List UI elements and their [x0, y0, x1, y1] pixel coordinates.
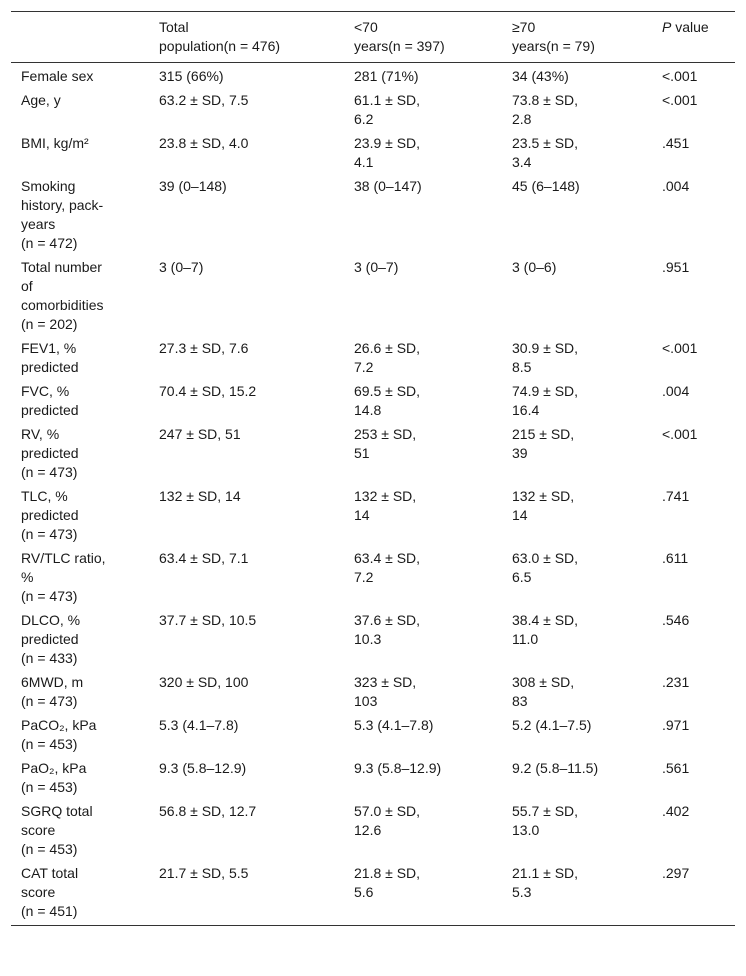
cell-line: 14 — [354, 507, 370, 523]
cell-line: (n = 433) — [21, 650, 78, 666]
cell-total-population — [149, 133, 344, 176]
cell-line: predicted — [21, 359, 79, 375]
table-row — [11, 133, 735, 176]
cell-under-70 — [344, 90, 502, 133]
cell-variable — [11, 257, 149, 338]
cell-line: 16.4 — [512, 402, 540, 418]
cell-under-70 — [344, 338, 502, 381]
cell-under-70 — [344, 257, 502, 338]
cell-line: 69.5 ± SD, — [354, 383, 421, 399]
cell-total-population — [149, 863, 344, 926]
cell-line: 9.3 (5.8–12.9) — [354, 760, 442, 776]
cell-line: 247 ± SD, 51 — [159, 426, 241, 442]
cell-70-and-over — [502, 758, 652, 801]
cell-line: 74.9 ± SD, — [512, 383, 579, 399]
cell-total-population — [149, 486, 344, 548]
table-row — [11, 486, 735, 548]
header-under-70 — [344, 12, 502, 63]
cell-line: 21.1 ± SD, — [512, 865, 579, 881]
table-row — [11, 672, 735, 715]
cell-70-and-over — [502, 715, 652, 758]
cell-under-70 — [344, 610, 502, 672]
cell-line: 45 (6–148) — [512, 178, 580, 194]
cell-line: 5.2 (4.1–7.5) — [512, 717, 592, 733]
cell-line: 63.4 ± SD, — [354, 550, 421, 566]
header-p-rest: value — [671, 19, 709, 35]
cell-70-and-over — [502, 486, 652, 548]
cell-line: 39 — [512, 445, 528, 461]
cell-line: RV/TLC ratio, — [21, 550, 106, 566]
cell-line: 13.0 — [512, 822, 540, 838]
cell-total-population — [149, 715, 344, 758]
cell-line: 56.8 ± SD, 12.7 — [159, 803, 257, 819]
cell-line: 132 ± SD, 14 — [159, 488, 241, 504]
cell-line: % — [21, 569, 34, 585]
cell-line: 12.6 — [354, 822, 382, 838]
header-line: years(n = 79) — [512, 38, 595, 54]
cell-line: FVC, % — [21, 383, 70, 399]
cell-line: CAT total — [21, 865, 79, 881]
cell-line: (n = 453) — [21, 736, 78, 752]
header-line: <70 — [354, 19, 378, 35]
table-row — [11, 758, 735, 801]
cell-line: (n = 202) — [21, 316, 78, 332]
cell-line: 308 ± SD, — [512, 674, 575, 690]
cell-line: 57.0 ± SD, — [354, 803, 421, 819]
table-row — [11, 610, 735, 672]
cell-line: 61.1 ± SD, — [354, 92, 421, 108]
cell-line: 34 (43%) — [512, 68, 569, 84]
cell-line: 315 (66%) — [159, 68, 224, 84]
cell-line: 51 — [354, 445, 370, 461]
cell-line: 7.2 — [354, 359, 374, 375]
cell-line: 132 ± SD, — [354, 488, 417, 504]
cell-line: (n = 472) — [21, 235, 78, 251]
cell-under-70 — [344, 801, 502, 863]
cell-70-and-over — [502, 424, 652, 486]
cell-line: 3 (0–6) — [512, 259, 557, 275]
cell-p-value: .951 — [662, 259, 690, 275]
cell-line: 27.3 ± SD, 7.6 — [159, 340, 249, 356]
cell-line: 37.7 ± SD, 10.5 — [159, 612, 257, 628]
table-row — [11, 381, 735, 424]
cell-total-population — [149, 801, 344, 863]
cell-line: Smoking — [21, 178, 76, 194]
cell-total-population — [149, 672, 344, 715]
cell-line: 5.3 — [512, 884, 532, 900]
cell-p-value: .004 — [662, 178, 690, 194]
cell-line: DLCO, % — [21, 612, 81, 628]
table-body — [11, 63, 735, 926]
cell-line: 21.8 ± SD, — [354, 865, 421, 881]
cell-70-and-over — [502, 133, 652, 176]
cell-under-70 — [344, 176, 502, 257]
cell-line: 132 ± SD, — [512, 488, 575, 504]
cell-line: Female sex — [21, 68, 94, 84]
cell-variable — [11, 758, 149, 801]
cell-line: predicted — [21, 631, 79, 647]
table-row — [11, 424, 735, 486]
cell-under-70 — [344, 758, 502, 801]
cell-under-70 — [344, 548, 502, 610]
cell-70-and-over — [502, 863, 652, 926]
cell-line: 26.6 ± SD, — [354, 340, 421, 356]
cell-variable — [11, 801, 149, 863]
cell-variable — [11, 715, 149, 758]
header-p-value — [652, 12, 735, 63]
cell-variable — [11, 548, 149, 610]
cell-variable — [11, 863, 149, 926]
cell-line: predicted — [21, 507, 79, 523]
cell-line: 83 — [512, 693, 528, 709]
table-row — [11, 63, 735, 91]
cell-line: 23.9 ± SD, — [354, 135, 421, 151]
cell-line: RV, % — [21, 426, 60, 442]
cell-line: Total number — [21, 259, 102, 275]
cell-under-70 — [344, 424, 502, 486]
cell-variable — [11, 90, 149, 133]
table-row — [11, 90, 735, 133]
cell-line: 320 ± SD, 100 — [159, 674, 249, 690]
cell-line: 23.8 ± SD, 4.0 — [159, 135, 249, 151]
cell-line: (n = 473) — [21, 526, 78, 542]
cell-p-value: <.001 — [662, 340, 698, 356]
cell-line: 323 ± SD, — [354, 674, 417, 690]
cell-line: 6.2 — [354, 111, 374, 127]
cell-line: 11.0 — [512, 631, 539, 647]
cell-line: Age, y — [21, 92, 61, 108]
table-row — [11, 338, 735, 381]
cell-70-and-over — [502, 610, 652, 672]
cell-p-value: .546 — [662, 612, 690, 628]
cell-p-value: .402 — [662, 803, 690, 819]
cell-line: 63.4 ± SD, 7.1 — [159, 550, 249, 566]
cell-line: 14 — [512, 507, 528, 523]
cell-line: 6MWD, m — [21, 674, 84, 690]
cell-variable — [11, 672, 149, 715]
cell-line: 215 ± SD, — [512, 426, 575, 442]
header-line: years(n = 397) — [354, 38, 445, 54]
cell-under-70 — [344, 672, 502, 715]
header-70-and-over — [502, 12, 652, 63]
cell-line: 63.2 ± SD, 7.5 — [159, 92, 249, 108]
header-line: population(n = 476) — [159, 38, 281, 54]
baseline-characteristics-table — [11, 11, 735, 926]
table-row — [11, 715, 735, 758]
cell-line: comorbidities — [21, 297, 104, 313]
cell-variable — [11, 176, 149, 257]
cell-variable — [11, 63, 149, 91]
cell-line: 6.5 — [512, 569, 532, 585]
cell-p-value: .561 — [662, 760, 690, 776]
table-row — [11, 548, 735, 610]
cell-line: 37.6 ± SD, — [354, 612, 421, 628]
cell-line: 14.8 — [354, 402, 382, 418]
cell-line: 2.8 — [512, 111, 532, 127]
cell-line: 9.3 (5.8–12.9) — [159, 760, 247, 776]
cell-total-population — [149, 381, 344, 424]
cell-under-70 — [344, 486, 502, 548]
cell-line: 21.7 ± SD, 5.5 — [159, 865, 249, 881]
cell-under-70 — [344, 863, 502, 926]
cell-line: of — [21, 278, 33, 294]
table-row — [11, 801, 735, 863]
header-p-italic: P — [662, 19, 672, 35]
table-row — [11, 257, 735, 338]
cell-line: 8.5 — [512, 359, 532, 375]
cell-70-and-over — [502, 257, 652, 338]
cell-line: score — [21, 822, 56, 838]
cell-total-population — [149, 758, 344, 801]
cell-line: years — [21, 216, 56, 232]
cell-line: 70.4 ± SD, 15.2 — [159, 383, 257, 399]
header-line: ≥70 — [512, 19, 536, 35]
cell-line: (n = 453) — [21, 779, 78, 795]
header-line: Total — [159, 19, 189, 35]
cell-total-population — [149, 257, 344, 338]
cell-total-population — [149, 338, 344, 381]
cell-line: 38.4 ± SD, — [512, 612, 579, 628]
cell-line: 103 — [354, 693, 378, 709]
cell-line: 281 (71%) — [354, 68, 419, 84]
cell-line: PaCO₂, kPa — [21, 717, 97, 733]
cell-line: predicted — [21, 402, 79, 418]
cell-line: 9.2 (5.8–11.5) — [512, 760, 599, 776]
cell-total-population — [149, 424, 344, 486]
cell-p-value: .971 — [662, 717, 690, 733]
cell-line: 5.6 — [354, 884, 374, 900]
cell-p-value: .611 — [662, 550, 689, 566]
cell-line: 10.3 — [354, 631, 382, 647]
cell-under-70 — [344, 133, 502, 176]
cell-p-value: .004 — [662, 383, 690, 399]
cell-p-value: .231 — [662, 674, 690, 690]
cell-variable — [11, 338, 149, 381]
cell-line: 73.8 ± SD, — [512, 92, 579, 108]
table-row — [11, 863, 735, 926]
cell-line: 38 (0–147) — [354, 178, 422, 194]
cell-70-and-over — [502, 90, 652, 133]
cell-p-value: <.001 — [662, 92, 698, 108]
cell-70-and-over — [502, 672, 652, 715]
table-row — [11, 176, 735, 257]
cell-line: 30.9 ± SD, — [512, 340, 579, 356]
cell-p-value: .297 — [662, 865, 690, 881]
cell-variable — [11, 486, 149, 548]
cell-line: FEV1, % — [21, 340, 77, 356]
header-variable — [11, 12, 149, 63]
cell-line: (n = 473) — [21, 588, 78, 604]
cell-p-value: <.001 — [662, 426, 698, 442]
cell-total-population — [149, 610, 344, 672]
cell-line: 7.2 — [354, 569, 374, 585]
cell-variable — [11, 133, 149, 176]
cell-70-and-over — [502, 63, 652, 91]
cell-line: 253 ± SD, — [354, 426, 417, 442]
cell-70-and-over — [502, 548, 652, 610]
cell-line: 3 (0–7) — [354, 259, 399, 275]
cell-line: 55.7 ± SD, — [512, 803, 579, 819]
cell-line: BMI, kg/m² — [21, 135, 89, 151]
cell-line: 39 (0–148) — [159, 178, 227, 194]
cell-line: 3.4 — [512, 154, 532, 170]
cell-line: predicted — [21, 445, 79, 461]
cell-line: 5.3 (4.1–7.8) — [159, 717, 239, 733]
cell-70-and-over — [502, 338, 652, 381]
cell-total-population — [149, 90, 344, 133]
cell-total-population — [149, 176, 344, 257]
cell-under-70 — [344, 381, 502, 424]
cell-total-population — [149, 63, 344, 91]
cell-variable — [11, 610, 149, 672]
cell-line: PaO₂, kPa — [21, 760, 87, 776]
cell-70-and-over — [502, 381, 652, 424]
cell-line: history, pack- — [21, 197, 104, 213]
cell-line: 3 (0–7) — [159, 259, 204, 275]
cell-line: 23.5 ± SD, — [512, 135, 579, 151]
cell-line: 63.0 ± SD, — [512, 550, 579, 566]
cell-line: 4.1 — [354, 154, 374, 170]
cell-line: 5.3 (4.1–7.8) — [354, 717, 434, 733]
cell-line: (n = 473) — [21, 693, 78, 709]
cell-line: (n = 453) — [21, 841, 78, 857]
cell-70-and-over — [502, 176, 652, 257]
cell-under-70 — [344, 63, 502, 91]
table-header — [11, 12, 735, 63]
cell-variable — [11, 381, 149, 424]
cell-line: (n = 473) — [21, 464, 78, 480]
cell-total-population — [149, 548, 344, 610]
cell-70-and-over — [502, 801, 652, 863]
cell-p-value: .451 — [662, 135, 690, 151]
cell-under-70 — [344, 715, 502, 758]
header-total-population — [149, 12, 344, 63]
cell-line: (n = 451) — [21, 903, 78, 919]
cell-line: SGRQ total — [21, 803, 93, 819]
header-row — [11, 12, 735, 63]
cell-line: score — [21, 884, 56, 900]
cell-p-value: .741 — [662, 488, 690, 504]
cell-p-value: <.001 — [662, 68, 698, 84]
cell-line: TLC, % — [21, 488, 68, 504]
cell-variable — [11, 424, 149, 486]
